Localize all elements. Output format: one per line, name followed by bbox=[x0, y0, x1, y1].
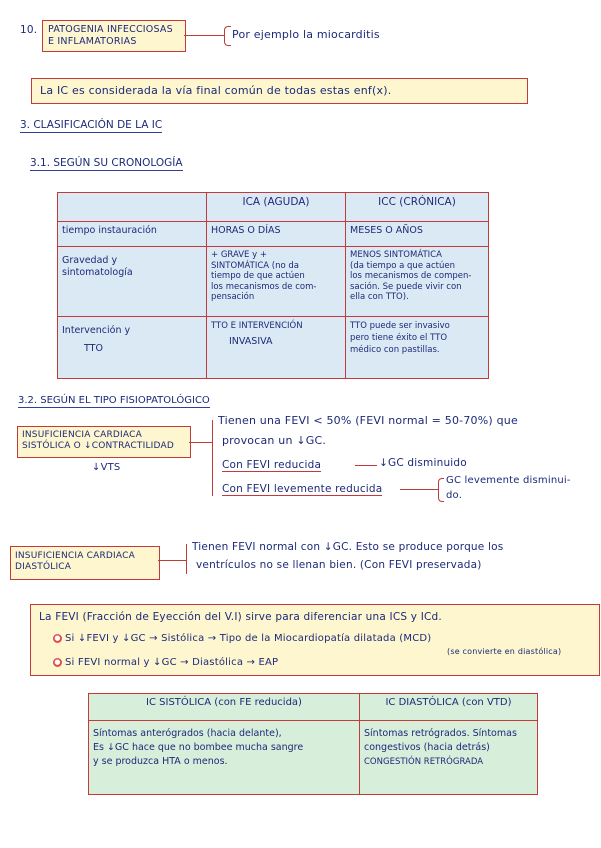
table-header-row bbox=[58, 193, 489, 222]
cell-text: Intervención y bbox=[62, 325, 131, 336]
cell-text: los mecanismos de compen- bbox=[350, 271, 472, 281]
row-icc bbox=[346, 247, 489, 317]
bracket bbox=[186, 544, 187, 574]
cell-text: congestivos (hacia detrás) bbox=[364, 742, 490, 753]
bullet-icon: ● bbox=[54, 633, 61, 642]
section-3-1-title-text: 3.1. SEGÚN SU CRONOLOGÍA bbox=[30, 157, 183, 169]
systolic-box bbox=[17, 426, 191, 458]
section-3-title bbox=[20, 119, 162, 131]
cell-text: MESES O AÑOS bbox=[350, 225, 423, 236]
connector-line bbox=[158, 560, 186, 561]
table-header-cell: ICC (CRÓNICA) bbox=[346, 193, 489, 222]
row-ica bbox=[207, 222, 346, 247]
section-3-2-title bbox=[18, 395, 210, 406]
systolic-line1: INSUFICIENCIA CARDIACA bbox=[22, 430, 142, 440]
pathogenesis-line2: E INFLAMATORIAS bbox=[48, 36, 137, 47]
chronology-table bbox=[57, 192, 489, 379]
cell-text: Síntomas retrógrados. Síntomas bbox=[364, 728, 517, 739]
section-3-2-title-text: 3.2. SEGÚN EL TIPO FISIOPATOLÓGICO bbox=[18, 395, 210, 406]
row-label bbox=[58, 247, 207, 317]
connector-line bbox=[355, 465, 377, 466]
systolic-line2: SISTÓLICA O ↓CONTRACTILIDAD bbox=[22, 441, 174, 451]
table-row bbox=[58, 222, 489, 247]
mildly-reduced-fevi-label bbox=[222, 483, 382, 495]
fevi-bullet1-text: Si ↓FEVI y ↓GC → Sistólica → Tipo de la Miocardiopatía dilatada (MCD) bbox=[65, 633, 432, 644]
cell-text: Es ↓GC hace que no bombee mucha sangre bbox=[93, 742, 304, 753]
diastolic-cell bbox=[360, 721, 538, 795]
bullet-icon: ● bbox=[54, 657, 61, 666]
row-ica bbox=[207, 317, 346, 379]
mildly-reduced-result-line2: do. bbox=[446, 490, 463, 501]
row-label bbox=[58, 317, 207, 379]
reduced-fevi-label bbox=[222, 459, 321, 471]
systolic-sub: ↓VTS bbox=[92, 462, 121, 473]
row-ica bbox=[207, 247, 346, 317]
cell-text: CONGESTIÓN RETRÓGRADA bbox=[364, 757, 484, 767]
cell-text: + GRAVE y + bbox=[211, 250, 267, 260]
table-row bbox=[58, 247, 489, 317]
fevi-bullet1-note: (se convierte en diastólica) bbox=[447, 647, 562, 656]
systolic-cell bbox=[89, 721, 360, 795]
cell-text: SINTOMÁTICA (no da bbox=[211, 260, 299, 271]
row-icc bbox=[346, 317, 489, 379]
bracket bbox=[224, 26, 231, 46]
table-header-cell: IC SISTÓLICA (con FE reducida) bbox=[89, 694, 360, 721]
ic-note-box bbox=[31, 78, 528, 104]
ic-note-text: La IC es considerada la vía final común de todas estas enf(x). bbox=[40, 84, 392, 97]
connector-line bbox=[400, 489, 438, 490]
systolic-desc-line2: provocan un ↓GC. bbox=[222, 434, 327, 447]
systolic-diastolic-table bbox=[88, 693, 538, 795]
row-label bbox=[58, 222, 207, 247]
bracket bbox=[438, 478, 444, 502]
table-row bbox=[89, 721, 538, 795]
cell-text: tiempo instauración bbox=[62, 225, 157, 236]
section-3-1-title bbox=[30, 157, 183, 169]
cell-text: HORAS O DÍAS bbox=[211, 225, 281, 236]
connector-line bbox=[184, 35, 224, 36]
cell-text: Gravedad y bbox=[62, 255, 118, 266]
cell-text: y se produzca HTA o menos. bbox=[93, 756, 228, 767]
connector-line bbox=[189, 442, 213, 443]
diastolic-line2: DIASTÓLICA bbox=[15, 562, 72, 572]
pathogenesis-line1: PATOGENIA INFECCIOSAS bbox=[48, 24, 173, 35]
table-header-row bbox=[89, 694, 538, 721]
cell-text: pensación bbox=[211, 292, 255, 302]
fevi-line1: La FEVI (Fracción de Eyección del V.I) sirve para diferenciar una ICS y ICd. bbox=[39, 611, 442, 623]
fevi-bullet1 bbox=[53, 633, 431, 644]
diastolic-desc-line2: ventrículos no se llenan bien. (Con FEVI preservada) bbox=[196, 559, 482, 571]
cell-text: ella con TTO). bbox=[350, 292, 409, 302]
table-header-cell: IC DIASTÓLICA (con VTD) bbox=[360, 694, 538, 721]
section-3-title-text: 3. CLASIFICACIÓN DE LA IC bbox=[20, 119, 163, 131]
systolic-desc-line1: Tienen una FEVI < 50% (FEVI normal = 50-70%) que bbox=[218, 414, 518, 427]
cell-text: médico con pastillas. bbox=[350, 345, 440, 355]
diastolic-box bbox=[10, 546, 160, 580]
fevi-box bbox=[30, 604, 600, 676]
reduced-fevi-text: Con FEVI reducida bbox=[222, 459, 322, 471]
diastolic-line1: INSUFICIENCIA CARDIACA bbox=[15, 551, 135, 561]
mildly-reduced-fevi-text: Con FEVI levemente reducida bbox=[222, 483, 383, 495]
cell-text: TTO puede ser invasivo bbox=[350, 321, 450, 331]
example-text: Por ejemplo la miocarditis bbox=[232, 28, 380, 41]
cell-text: (da tiempo a que actúen bbox=[350, 260, 455, 271]
cell-text: los mecanismos de com- bbox=[211, 281, 317, 292]
fevi-bullet2 bbox=[53, 657, 278, 668]
diastolic-desc-line1: Tienen FEVI normal con ↓GC. Esto se produce porque los bbox=[192, 541, 504, 553]
cell-text: Síntomas anterógrados (hacia delante), bbox=[93, 728, 282, 739]
cell-text: tiempo de que actúen bbox=[211, 271, 305, 281]
section-number: 10. bbox=[20, 24, 38, 36]
cell-text: MENOS SINTOMÁTICA bbox=[350, 250, 442, 260]
table-header-cell: ICA (AGUDA) bbox=[207, 193, 346, 222]
cell-text: INVASIVA bbox=[229, 336, 273, 347]
table-header-cell bbox=[58, 193, 207, 222]
pathogenesis-box bbox=[42, 20, 186, 52]
bracket bbox=[212, 420, 213, 496]
table-row bbox=[58, 317, 489, 379]
cell-text: TTO E INTERVENCIÓN bbox=[211, 321, 303, 331]
cell-text: pero tiene éxito el TTO bbox=[350, 333, 448, 343]
cell-text: sación. Se puede vivir con bbox=[350, 281, 462, 292]
row-icc bbox=[346, 222, 489, 247]
cell-text: sintomatología bbox=[62, 267, 133, 278]
fevi-bullet2-text: Si FEVI normal y ↓GC → Diastólica → EAP bbox=[65, 657, 279, 668]
reduced-fevi-result: ↓GC disminuido bbox=[379, 457, 467, 469]
mildly-reduced-result-line1: GC levemente disminui- bbox=[446, 475, 571, 486]
cell-text: TTO bbox=[84, 343, 103, 354]
